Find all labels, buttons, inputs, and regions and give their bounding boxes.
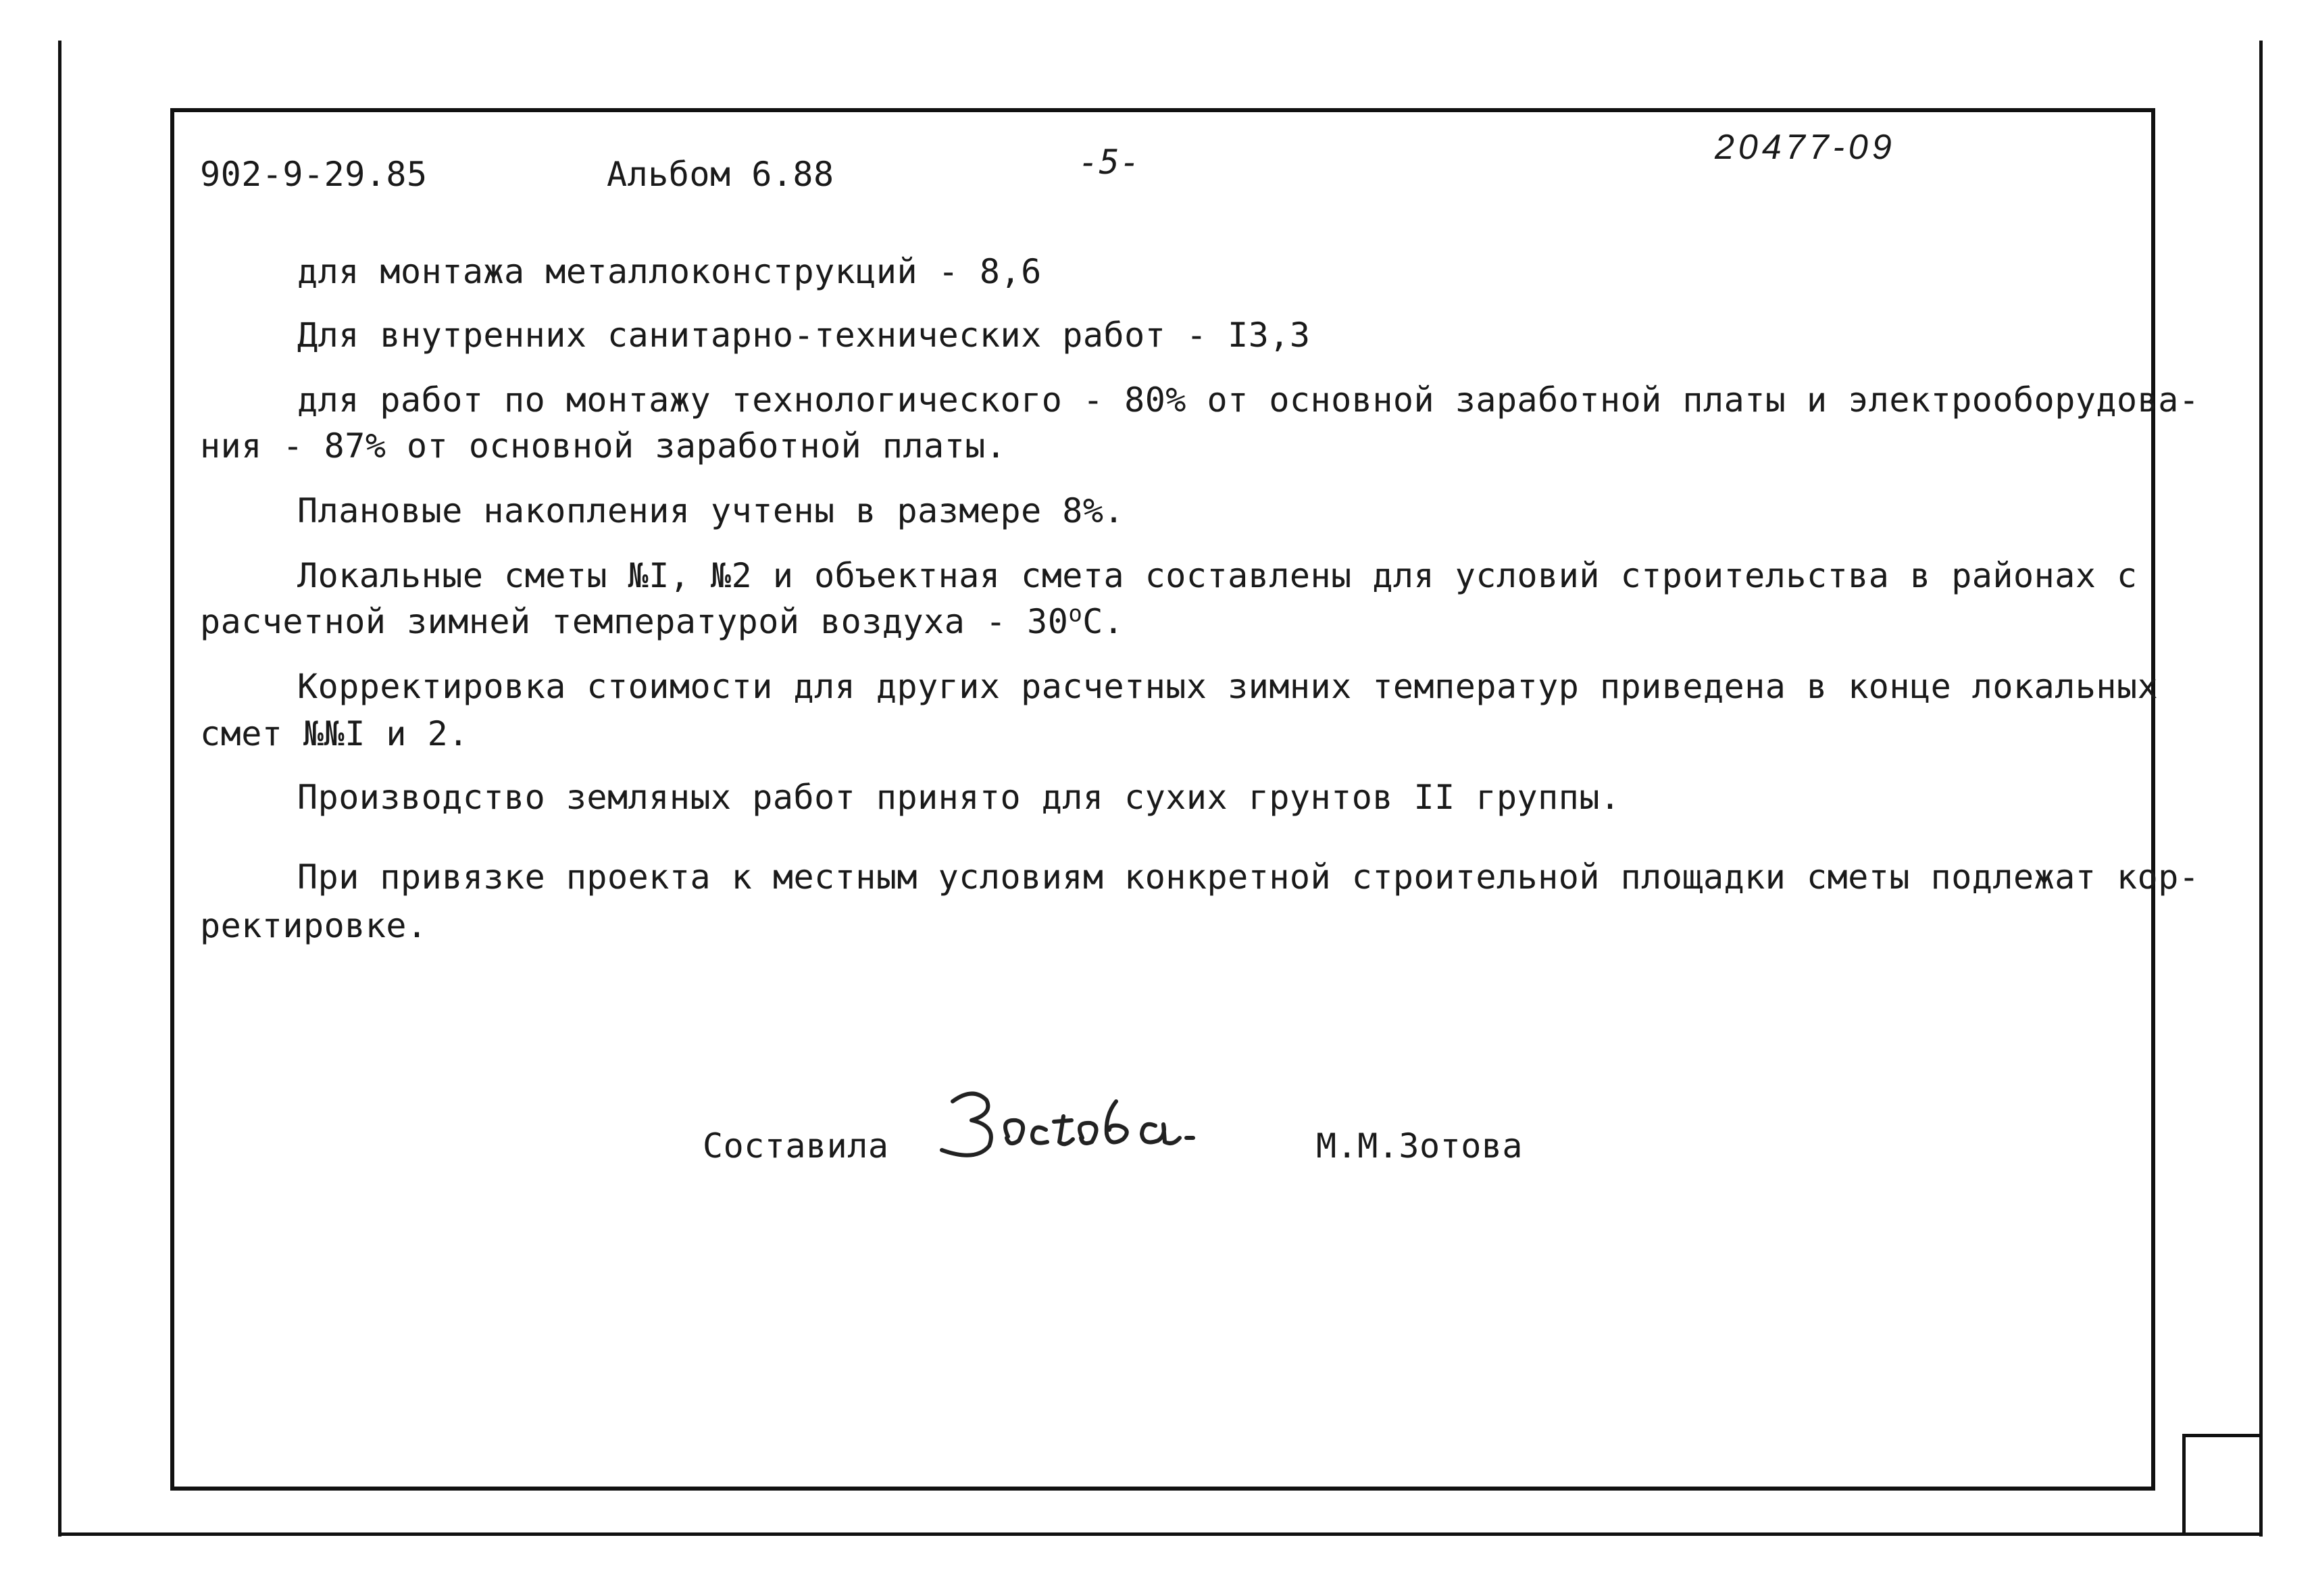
- temp-prefix: расчетной зимней температурой воздуха - 30: [200, 602, 1069, 641]
- line-earthworks: Производство земляных работ принято для сухих грунтов II группы.: [297, 778, 1621, 817]
- album-label: Альбом 6.88: [607, 155, 834, 194]
- outer-right-rule: [2259, 41, 2263, 1537]
- stamp-box-left: [2182, 1434, 2186, 1535]
- temp-suffix: С.: [1082, 602, 1124, 641]
- document-number: 20477-09: [1715, 128, 1896, 167]
- line-technological-mounting-cont: ния - 87% от основной заработной платы.: [200, 426, 1007, 466]
- compiled-by-label: Составила: [703, 1126, 889, 1166]
- stamp-box-top: [2182, 1434, 2262, 1437]
- handwritten-signature: [932, 1081, 1216, 1169]
- degree-mark: о: [1068, 600, 1083, 628]
- line-metal-structures: для монтажа металлоконструкций - 8,6: [297, 252, 1042, 291]
- line-sanitary-works: Для внутренних санитарно-технических работ - I3,3: [297, 316, 1311, 355]
- line-cost-correction: Корректировка стоимости для других расчетных зимних температур приведена в конце локальных: [297, 667, 2159, 706]
- outer-bottom-rule: [58, 1532, 2261, 1536]
- page-number: -5-: [1078, 143, 1140, 182]
- line-cost-correction-cont: смет №№I и 2.: [200, 714, 469, 753]
- compiler-name: М.М.Зотова: [1316, 1126, 1524, 1166]
- line-winter-temperature: [200, 601, 2051, 642]
- line-site-binding-cont: ректировке.: [200, 906, 428, 945]
- document-code: 902-9-29.85: [200, 155, 428, 194]
- line-local-estimates: Локальные сметы №I, №2 и объектная смета составлены для условий строительства в районах с: [297, 556, 2138, 595]
- line-site-binding: При привязке проекта к местным условиям конкретной строительной площадки сметы подлежат кор-: [297, 857, 2200, 897]
- line-technological-mounting: для работ по монтажу технологического - 80% от основной заработной платы и электрооборудова-: [297, 380, 2200, 420]
- line-planned-savings: Плановые накопления учтены в размере 8%.: [297, 491, 1125, 530]
- outer-left-rule: [58, 41, 61, 1537]
